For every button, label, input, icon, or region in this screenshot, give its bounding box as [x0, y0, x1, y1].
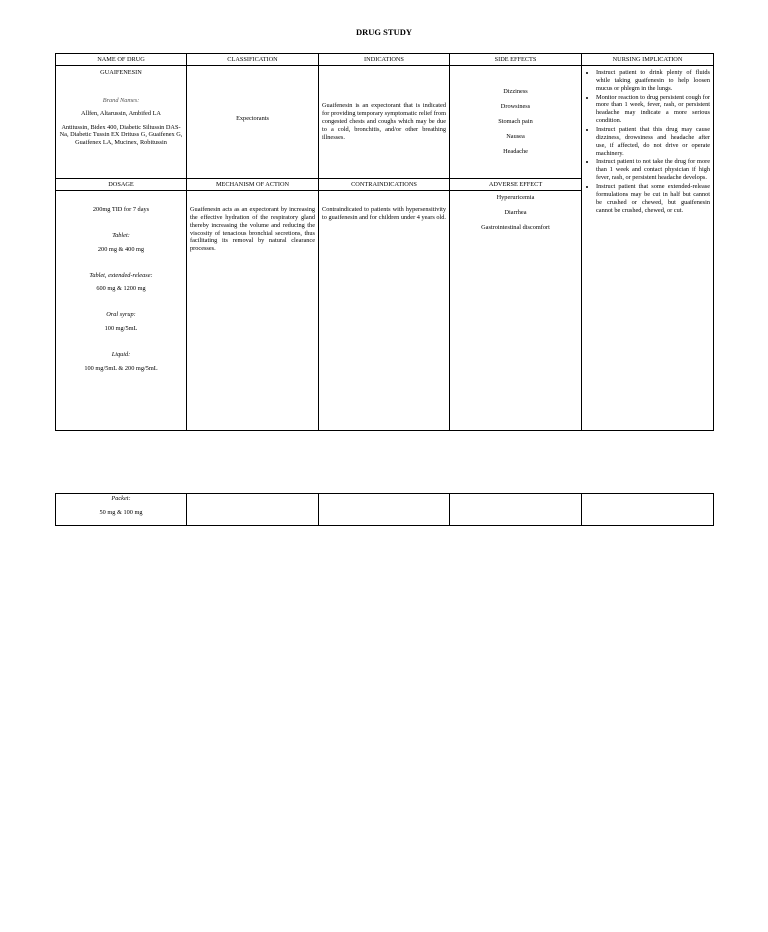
adverse-item: Hyperuricemia: [496, 194, 535, 201]
contraindications-cell: [319, 191, 450, 431]
mechanism-cell: [187, 191, 319, 431]
header-indications: INDICATIONS: [319, 54, 450, 66]
dosage-packet-cell: [56, 494, 187, 526]
dosage-cell: [56, 191, 187, 431]
side-effect-item: Nausea: [506, 132, 525, 140]
dosage-liquid-label: Liquid:: [111, 351, 131, 359]
dosage-packet-label: Packet:: [111, 495, 131, 502]
side-effect-item: Drowsiness: [500, 103, 531, 111]
indications-text: Guaifenesin is an expectorant that is indicated for providing temporary symptomatic relief from congested chests and coughs which may be due to a cold, bronchitis, and/or other breathing illnesses.: [322, 102, 446, 141]
header-classification: CLASSIFICATION: [187, 54, 319, 66]
drug-name: GUAIFENESIN: [100, 69, 142, 76]
contraindications-text: Contraindicated to patients with hypersensitivity to guaifenesin and for children under 4 years old.: [322, 206, 446, 221]
nursing-list: [586, 69, 710, 214]
adverse-effect-cell: [450, 191, 582, 431]
drug-name-cell: [56, 66, 187, 179]
brand-names-2: Antitussin, Bidex 400, Diabetic Siltussin DAS-Na, Diabetic Tussin EX Drituss G, Guaifenex G, Guaifenex LA, Mucinex, Robitussin: [59, 123, 183, 147]
adverse-item: Gastrointestinal discomfort: [481, 223, 550, 231]
header-side-effects: SIDE EFFECTS: [450, 54, 582, 66]
header-contraindications: CONTRAINDICATIONS: [319, 179, 450, 191]
continuation-table: [55, 493, 714, 526]
header-mechanism-of-action: MECHANISM OF ACTION: [187, 179, 319, 191]
side-effect-item: Headache: [503, 147, 528, 155]
header-nursing-implication: NURSING IMPLICATION: [582, 54, 714, 66]
classification-value: Expectorants: [236, 115, 269, 123]
empty-cell: [187, 494, 319, 526]
brand-names-1: Allfen, Altarussin, Ambifed LA: [81, 109, 161, 117]
dosage-er: 600 mg & 1200 mg: [96, 285, 146, 293]
side-effects-cell: [450, 66, 582, 179]
dosage-syrup: 100 mg/5mL: [104, 325, 138, 333]
indications-cell: [319, 66, 450, 179]
header-adverse-effect: ADVERSE EFFECT: [450, 179, 582, 191]
dosage-tablet: 200 mg & 400 mg: [97, 245, 145, 253]
header-dosage: DOSAGE: [56, 179, 187, 191]
nursing-item: • Instruct patient to drink plenty of fluids while taking guaifenesin to help loosen mucus or phlegm in the lungs.: [596, 69, 710, 93]
dosage-tablet-label: Tablet:: [112, 231, 130, 239]
empty-cell: [319, 494, 450, 526]
side-effect-item: Dizziness: [503, 88, 528, 96]
nursing-implication-cell: [582, 66, 714, 431]
dosage-packet: 50 mg & 100 mg: [99, 508, 143, 516]
nursing-item: • Instruct patient to not take the drug for more than 1 week and contact physician if high fever, rash, or persistent headache develops.: [596, 158, 710, 182]
dosage-main: 200mg TID for 7 days: [92, 206, 150, 213]
dosage-syrup-label: Oral syrup:: [106, 311, 136, 319]
page-title: DRUG STUDY: [356, 27, 412, 37]
brand-names-label: Brand Names:: [102, 96, 140, 104]
adverse-item: Diarrhea: [504, 208, 527, 216]
header-name-of-drug: NAME OF DRUG: [56, 54, 187, 66]
dosage-er-label: Tablet, extended-release:: [89, 271, 153, 279]
nursing-item: • Instruct patient that this drug may cause dizziness, drowsiness and headache after use, if affected, do not drive or operate machinery.: [596, 126, 710, 157]
nursing-item: • Instruct patient that some extended-release formulations may be cut in half but cannot be crushed or chewed, but guaifenesin cannot be crushed, chewed, or cut.: [596, 183, 710, 214]
side-effect-item: Stomach pain: [498, 118, 533, 126]
drug-study-table: [55, 53, 714, 431]
mechanism-text: Guaifenesin acts as an expectorant by increasing the effective hydration of the respiratory gland thereby increasing the volume and reducing the viscosity of tenacious bronchial secretions, thus facilitating its removal by natural clearance processes.: [190, 206, 315, 253]
dosage-liquid: 100 mg/5mL & 200 mg/5mL: [84, 364, 158, 372]
classification-cell: [187, 66, 319, 179]
nursing-item: • Monitor reaction to drug persistent cough for more than 1 week, fever, rash, or persistent headache may indicate a more serious condition.: [596, 94, 710, 125]
empty-cell: [450, 494, 582, 526]
empty-cell: [582, 494, 714, 526]
